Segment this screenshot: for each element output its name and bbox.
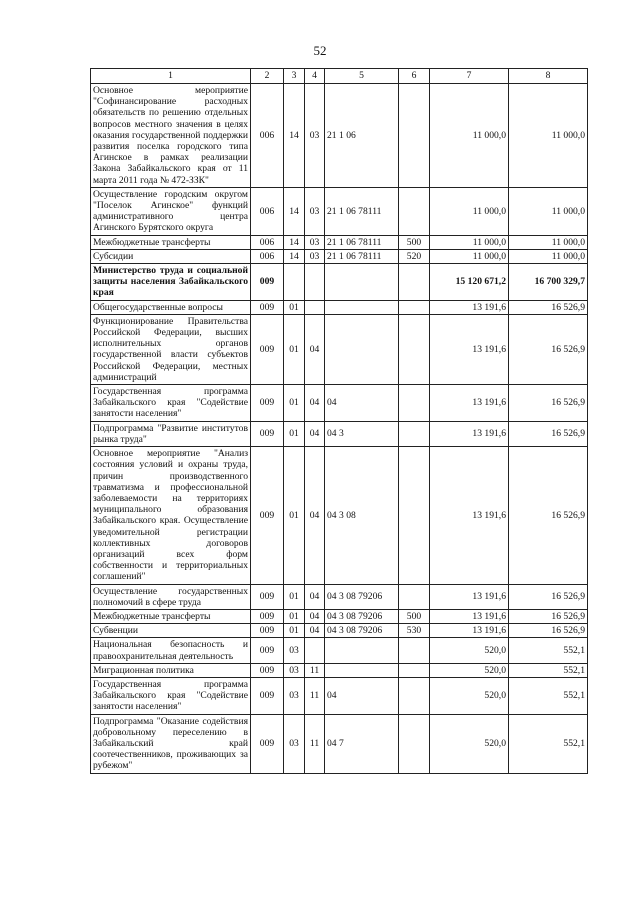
amount-year-1: 520,0 xyxy=(430,663,509,677)
ministry-code: 009 xyxy=(251,624,284,638)
expense-type-code xyxy=(399,187,430,235)
section-code: 14 xyxy=(284,235,305,249)
amount-year-2: 16 526,9 xyxy=(509,584,588,609)
row-name: Государственная программа Забайкальского края "Содействие занятости населения" xyxy=(91,677,251,714)
amount-year-1: 11 000,0 xyxy=(430,187,509,235)
section-code: 01 xyxy=(284,421,305,446)
table-row xyxy=(91,235,588,249)
table-row xyxy=(91,447,588,584)
header-row xyxy=(91,69,588,84)
table-row xyxy=(91,314,588,384)
row-name: Основное мероприятие "Анализ состояния условий и охраны труда, причин производственного травматизма и профессиональной заболеваемости на территориях муниципального образования Забайкальского края. Осуществление уведомительной регистрации коллективных договоров организаций всех форм собственности и территориальных соглашений" xyxy=(91,447,251,584)
subsection-code: 03 xyxy=(305,84,325,188)
subsection-code: 03 xyxy=(305,235,325,249)
table-row xyxy=(91,624,588,638)
row-name: Межбюджетные трансферты xyxy=(91,609,251,623)
table-row xyxy=(91,638,588,663)
section-code: 14 xyxy=(284,249,305,263)
target-article-code: 04 3 xyxy=(325,421,399,446)
amount-year-1: 11 000,0 xyxy=(430,235,509,249)
amount-year-2: 11 000,0 xyxy=(509,84,588,188)
amount-year-1: 520,0 xyxy=(430,677,509,714)
amount-year-2: 16 526,9 xyxy=(509,314,588,384)
subsection-code: 04 xyxy=(305,314,325,384)
amount-year-2: 11 000,0 xyxy=(509,249,588,263)
subsection-code: 04 xyxy=(305,447,325,584)
section-code: 01 xyxy=(284,584,305,609)
ministry-code: 006 xyxy=(251,249,284,263)
row-name: Функционирование Правительства Российской Федерации, высших исполнительных органов государственной власти субъектов Российской Федерации, местных администраций xyxy=(91,314,251,384)
table-row xyxy=(91,584,588,609)
target-article-code: 04 3 08 79206 xyxy=(325,609,399,623)
row-name: Подпрограмма "Оказание содействия добровольному переселению в Забайкальский край соотечественников, проживающих за рубежом" xyxy=(91,714,251,773)
expense-type-code xyxy=(399,714,430,773)
amount-year-1: 13 191,6 xyxy=(430,447,509,584)
table-row xyxy=(91,677,588,714)
target-article-code: 21 1 06 78111 xyxy=(325,187,399,235)
row-name: Национальная безопасность и правоохранительная деятельность xyxy=(91,638,251,663)
ministry-code: 009 xyxy=(251,638,284,663)
section-code: 03 xyxy=(284,663,305,677)
target-article-code xyxy=(325,314,399,384)
ministry-code: 009 xyxy=(251,314,284,384)
expense-type-code: 500 xyxy=(399,235,430,249)
table-row xyxy=(91,385,588,422)
table-row xyxy=(91,609,588,623)
expense-type-code: 520 xyxy=(399,249,430,263)
target-article-code xyxy=(325,264,399,301)
amount-year-2: 552,1 xyxy=(509,638,588,663)
table-row xyxy=(91,714,588,773)
ministry-code: 009 xyxy=(251,421,284,446)
table-row xyxy=(91,300,588,314)
amount-year-1: 11 000,0 xyxy=(430,249,509,263)
table-row xyxy=(91,84,588,188)
section-code: 03 xyxy=(284,638,305,663)
expense-type-code xyxy=(399,638,430,663)
amount-year-2: 16 526,9 xyxy=(509,421,588,446)
target-article-code xyxy=(325,300,399,314)
target-article-code: 21 1 06 78111 xyxy=(325,249,399,263)
ministry-code: 009 xyxy=(251,677,284,714)
subsection-code: 11 xyxy=(305,663,325,677)
row-name: Субвенции xyxy=(91,624,251,638)
expense-type-code xyxy=(399,84,430,188)
ministry-code: 009 xyxy=(251,663,284,677)
subsection-code: 04 xyxy=(305,584,325,609)
expense-type-code xyxy=(399,584,430,609)
column-header: 3 xyxy=(284,69,305,84)
target-article-code: 04 xyxy=(325,677,399,714)
subsection-code: 11 xyxy=(305,677,325,714)
amount-year-1: 520,0 xyxy=(430,714,509,773)
section-code: 14 xyxy=(284,84,305,188)
amount-year-1: 13 191,6 xyxy=(430,421,509,446)
section-code: 01 xyxy=(284,314,305,384)
subsection-code: 03 xyxy=(305,249,325,263)
table-row xyxy=(91,421,588,446)
table-row xyxy=(91,663,588,677)
subsection-code: 11 xyxy=(305,714,325,773)
section-code: 01 xyxy=(284,385,305,422)
row-name: Миграционная политика xyxy=(91,663,251,677)
expense-type-code: 500 xyxy=(399,609,430,623)
section-code: 01 xyxy=(284,300,305,314)
subsection-code: 04 xyxy=(305,421,325,446)
page-number: 52 xyxy=(313,43,327,58)
row-name: Субсидии xyxy=(91,249,251,263)
amount-year-1: 15 120 671,2 xyxy=(430,264,509,301)
target-article-code: 04 3 08 79206 xyxy=(325,584,399,609)
row-name: Осуществление городским округом "Поселок Агинское" функций административного центра Агинского Бурятского округа xyxy=(91,187,251,235)
target-article-code: 04 xyxy=(325,385,399,422)
column-header: 4 xyxy=(305,69,325,84)
target-article-code: 04 3 08 xyxy=(325,447,399,584)
subsection-code xyxy=(305,264,325,301)
subsection-code: 04 xyxy=(305,385,325,422)
subsection-code xyxy=(305,300,325,314)
amount-year-2: 552,1 xyxy=(509,663,588,677)
section-code: 01 xyxy=(284,624,305,638)
amount-year-1: 13 191,6 xyxy=(430,624,509,638)
ministry-code: 009 xyxy=(251,609,284,623)
target-article-code: 04 7 xyxy=(325,714,399,773)
section-code: 01 xyxy=(284,447,305,584)
row-name: Министерство труда и социальной защиты населения Забайкальского края xyxy=(91,264,251,301)
amount-year-2: 16 700 329,7 xyxy=(509,264,588,301)
amount-year-2: 16 526,9 xyxy=(509,300,588,314)
row-name: Осуществление государственных полномочий в сфере труда xyxy=(91,584,251,609)
amount-year-2: 16 526,9 xyxy=(509,624,588,638)
ministry-code: 009 xyxy=(251,264,284,301)
target-article-code: 21 1 06 xyxy=(325,84,399,188)
amount-year-1: 13 191,6 xyxy=(430,584,509,609)
ministry-code: 009 xyxy=(251,300,284,314)
budget-table xyxy=(90,68,588,774)
row-name: Межбюджетные трансферты xyxy=(91,235,251,249)
section-code: 03 xyxy=(284,677,305,714)
section-code xyxy=(284,264,305,301)
amount-year-2: 552,1 xyxy=(509,677,588,714)
column-header: 7 xyxy=(430,69,509,84)
ministry-code: 006 xyxy=(251,235,284,249)
amount-year-1: 11 000,0 xyxy=(430,84,509,188)
target-article-code xyxy=(325,638,399,663)
row-name: Подпрограмма "Развитие институтов рынка труда" xyxy=(91,421,251,446)
section-code: 03 xyxy=(284,714,305,773)
ministry-code: 009 xyxy=(251,584,284,609)
subsection-code: 04 xyxy=(305,609,325,623)
amount-year-2: 11 000,0 xyxy=(509,235,588,249)
ministry-code: 006 xyxy=(251,187,284,235)
amount-year-2: 16 526,9 xyxy=(509,385,588,422)
expense-type-code xyxy=(399,421,430,446)
expense-type-code xyxy=(399,385,430,422)
target-article-code xyxy=(325,663,399,677)
expense-type-code: 530 xyxy=(399,624,430,638)
table-row xyxy=(91,187,588,235)
column-header: 2 xyxy=(251,69,284,84)
amount-year-1: 13 191,6 xyxy=(430,609,509,623)
subsection-code: 03 xyxy=(305,187,325,235)
column-header: 6 xyxy=(399,69,430,84)
table-row xyxy=(91,264,588,301)
amount-year-2: 16 526,9 xyxy=(509,447,588,584)
expense-type-code xyxy=(399,447,430,584)
ministry-code: 009 xyxy=(251,447,284,584)
ministry-code: 009 xyxy=(251,385,284,422)
subsection-code xyxy=(305,638,325,663)
column-header: 5 xyxy=(325,69,399,84)
expense-type-code xyxy=(399,677,430,714)
target-article-code: 04 3 08 79206 xyxy=(325,624,399,638)
amount-year-2: 11 000,0 xyxy=(509,187,588,235)
amount-year-1: 520,0 xyxy=(430,638,509,663)
table-body xyxy=(91,84,588,774)
amount-year-2: 552,1 xyxy=(509,714,588,773)
subsection-code: 04 xyxy=(305,624,325,638)
row-name: Общегосударственные вопросы xyxy=(91,300,251,314)
target-article-code: 21 1 06 78111 xyxy=(325,235,399,249)
expense-type-code xyxy=(399,314,430,384)
expense-type-code xyxy=(399,300,430,314)
amount-year-2: 16 526,9 xyxy=(509,609,588,623)
ministry-code: 006 xyxy=(251,84,284,188)
section-code: 01 xyxy=(284,609,305,623)
table-row xyxy=(91,249,588,263)
column-header: 1 xyxy=(91,69,251,84)
row-name: Государственная программа Забайкальского края "Содействие занятости населения" xyxy=(91,385,251,422)
section-code: 14 xyxy=(284,187,305,235)
amount-year-1: 13 191,6 xyxy=(430,385,509,422)
ministry-code: 009 xyxy=(251,714,284,773)
amount-year-1: 13 191,6 xyxy=(430,314,509,384)
amount-year-1: 13 191,6 xyxy=(430,300,509,314)
column-header: 8 xyxy=(509,69,588,84)
expense-type-code xyxy=(399,264,430,301)
expense-type-code xyxy=(399,663,430,677)
row-name: Основное мероприятие "Софинансирование расходных обязательств по решению отдельных вопросов местного значения в целях оказания государственной поддержки развития поселка городского типа Агинское в рамках реализации Закона Забайкальского края от 11 марта 2011 года № 472-ЗЗК" xyxy=(91,84,251,188)
